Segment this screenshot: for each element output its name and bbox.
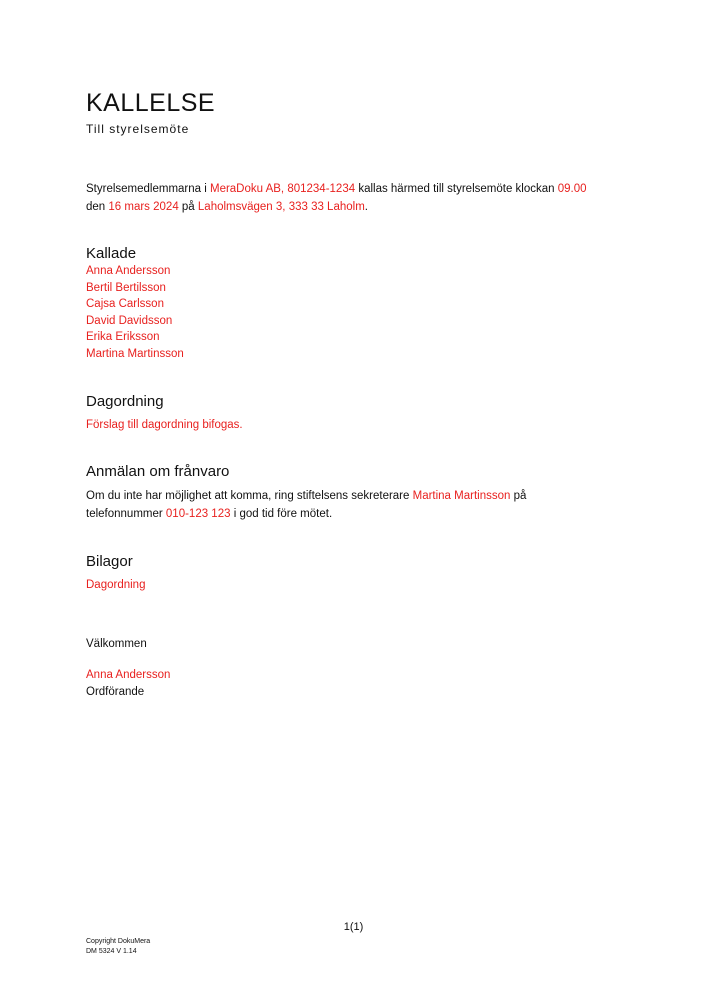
copyright-text: Copyright DokuMera (86, 938, 151, 945)
meeting-date-field[interactable]: 16 mars 2024 (108, 201, 179, 213)
secretary-name-field[interactable]: Martina Martinsson (412, 490, 511, 503)
section-dagordning (86, 393, 626, 434)
intro-text: den (86, 201, 109, 213)
invitee-item[interactable]: Anna Andersson (86, 265, 171, 277)
document-content (86, 88, 626, 594)
absence-text: i god tid före mötet. (230, 508, 333, 521)
signer-name-field[interactable]: Anna Andersson (86, 669, 171, 681)
section-heading-bilagor: Bilagor (86, 553, 133, 571)
footer-copyright (86, 937, 150, 957)
section-franvaro (86, 463, 626, 523)
section-heading-dagordning: Dagordning (86, 392, 164, 410)
absence-text: Om du inte har möjlighet att komma, ring stiftelsens sekreterare (86, 490, 413, 503)
section-kallade (86, 245, 626, 363)
intro-text: Styrelsemedlemmarna i (86, 183, 210, 195)
intro-paragraph (86, 180, 626, 216)
signature-block (86, 667, 170, 700)
intro-text: . (364, 201, 368, 213)
invitee-item[interactable]: Martina Martinsson (86, 347, 184, 360)
closing-text: Välkommen (86, 638, 147, 650)
attachment-field[interactable]: Dagordning (86, 579, 146, 592)
invitee-item[interactable]: Bertil Bertilsson (86, 281, 166, 294)
invitee-item[interactable]: Cajsa Carlsson (86, 298, 164, 311)
document-subtitle: Till styrelsemöte (86, 122, 190, 136)
invitee-item[interactable]: David Davidsson (86, 314, 173, 327)
company-name-field[interactable]: MeraDoku AB, 801234-1234 (209, 183, 356, 195)
meeting-time-field[interactable]: 09.00 (557, 183, 587, 195)
absence-paragraph (86, 487, 626, 523)
agenda-note-field[interactable]: Förslag till dagordning bifogas. (86, 418, 243, 431)
page-number: 1(1) (343, 921, 364, 933)
intro-text: kallas härmed till styrelsemöte klockan (355, 183, 558, 195)
intro-text: på (178, 201, 198, 213)
version-text: DM 5324 V 1.14 (86, 948, 137, 955)
signer-role: Ordförande (86, 685, 145, 698)
section-bilagor (86, 553, 626, 594)
section-heading-kallade: Kallade (86, 245, 137, 262)
invitee-list (86, 263, 626, 363)
document-title: KALLELSE (86, 89, 216, 117)
phone-number-field[interactable]: 010-123 123 (165, 508, 231, 521)
section-heading-franvaro: Anmälan om frånvaro (86, 463, 230, 481)
invitee-item[interactable]: Erika Eriksson (86, 331, 160, 344)
absence-text: telefonnummer (86, 508, 166, 521)
meeting-address-field[interactable]: Laholmsvägen 3, 333 33 Laholm (197, 201, 365, 213)
absence-text: på (510, 490, 527, 503)
